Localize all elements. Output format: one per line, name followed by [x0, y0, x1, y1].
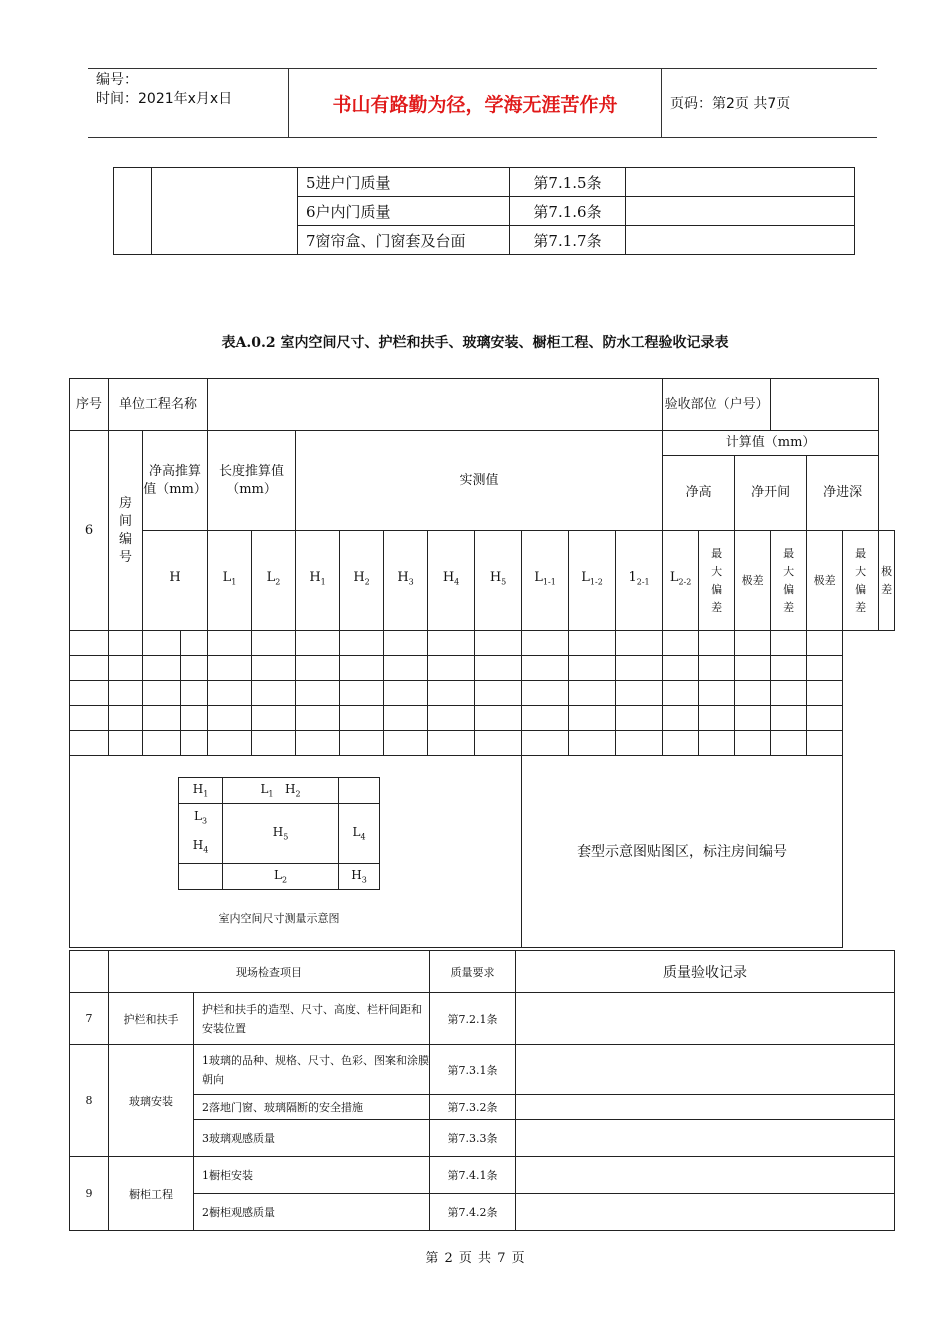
col-header: $L_{1-2}$	[569, 531, 616, 631]
measure-cell[interactable]	[771, 731, 807, 756]
measure-cell[interactable]	[208, 731, 252, 756]
unit-name-label: 单位工程名称	[109, 379, 208, 431]
check-item: 2橱柜观感质量	[194, 1194, 430, 1231]
clause-cell: 第7.3.1条	[430, 1045, 516, 1095]
measure-cell[interactable]	[699, 656, 735, 681]
measure-cell[interactable]	[735, 681, 771, 706]
measure-cell[interactable]	[296, 706, 340, 731]
item-header: 现场检查项目	[109, 951, 430, 993]
measure-cell[interactable]	[181, 681, 208, 706]
record-cell[interactable]	[516, 1157, 895, 1194]
measure-cell[interactable]	[663, 631, 699, 656]
measure-cell[interactable]	[569, 706, 616, 731]
measure-cell[interactable]	[616, 706, 663, 731]
record-cell	[626, 168, 855, 197]
measure-cell[interactable]	[428, 706, 475, 731]
diagram-label: $H_5$	[223, 804, 339, 864]
measure-cell[interactable]	[296, 656, 340, 681]
measure-cell[interactable]	[181, 631, 208, 656]
measure-cell[interactable]	[181, 656, 208, 681]
calc-label: 计算值（mm）	[663, 431, 879, 456]
record-cell[interactable]	[516, 1095, 895, 1120]
measured-label: 实测值	[296, 431, 663, 531]
time-label: 时间：2021年x月x日	[96, 91, 233, 107]
measure-cell[interactable]	[143, 656, 181, 681]
clause-cell: 第7.3.3条	[430, 1120, 516, 1157]
measure-cell[interactable]	[522, 706, 569, 731]
record-cell[interactable]	[516, 1045, 895, 1095]
measure-cell[interactable]	[252, 731, 296, 756]
measure-cell[interactable]	[807, 681, 843, 706]
col-header: $H_1$	[296, 531, 340, 631]
measure-cell[interactable]	[475, 656, 522, 681]
measure-cell[interactable]	[616, 656, 663, 681]
seq-header: 序号	[70, 379, 109, 431]
measure-cell[interactable]	[569, 656, 616, 681]
clause-cell: 第7.3.2条	[430, 1095, 516, 1120]
measure-cell[interactable]	[384, 656, 428, 681]
measure-cell[interactable]	[807, 631, 843, 656]
measure-cell[interactable]	[699, 706, 735, 731]
diagram-label: $H_3$	[339, 863, 380, 889]
measure-cell[interactable]	[569, 681, 616, 706]
measure-cell[interactable]	[109, 681, 143, 706]
item-cell: 6户内门质量	[298, 197, 510, 226]
max-dev-label: 最大偏差	[771, 531, 807, 631]
diagram-label: $L_1$ $H_2$	[223, 778, 339, 804]
table-row	[70, 731, 895, 756]
diagram-label: $L_3$ $H_4$	[179, 804, 223, 864]
clause-cell: 第7.1.7条	[510, 226, 626, 255]
measure-cell[interactable]	[296, 631, 340, 656]
height-est-label: 净高推算值（mm）	[143, 431, 208, 531]
measure-cell[interactable]	[735, 706, 771, 731]
measure-cell[interactable]	[296, 681, 340, 706]
page-footer: 第 2 页 共 7 页	[425, 1251, 525, 1266]
check-item: 3玻璃观感质量	[194, 1120, 430, 1157]
measure-cell[interactable]	[663, 656, 699, 681]
measure-cell[interactable]	[208, 681, 252, 706]
measure-cell[interactable]	[616, 631, 663, 656]
measure-cell[interactable]	[699, 681, 735, 706]
measure-cell[interactable]	[340, 631, 384, 656]
measure-cell[interactable]	[522, 731, 569, 756]
range-label: 极差	[807, 531, 843, 631]
check-item: 1橱柜安装	[194, 1157, 430, 1194]
item-cell: 5进户门质量	[298, 168, 510, 197]
measure-cell[interactable]	[771, 631, 807, 656]
measure-cell[interactable]	[340, 731, 384, 756]
measure-cell[interactable]	[616, 731, 663, 756]
measure-cell[interactable]	[663, 731, 699, 756]
measure-cell[interactable]	[663, 681, 699, 706]
measure-cell[interactable]	[522, 631, 569, 656]
diagram-caption: 室内空间尺寸测量示意图	[218, 912, 340, 925]
measure-cell[interactable]	[569, 731, 616, 756]
measure-cell[interactable]	[771, 681, 807, 706]
measure-cell[interactable]	[475, 731, 522, 756]
measure-cell[interactable]	[475, 706, 522, 731]
room-label: 房间编号	[109, 431, 143, 631]
measure-cell[interactable]	[384, 706, 428, 731]
measure-cell[interactable]	[569, 631, 616, 656]
measure-cell[interactable]	[208, 656, 252, 681]
section-name: 橱柜工程	[109, 1157, 194, 1231]
section-number: 8	[70, 1045, 109, 1157]
measure-cell[interactable]	[70, 631, 109, 656]
record-cell[interactable]	[516, 1194, 895, 1231]
measure-cell[interactable]	[807, 656, 843, 681]
measure-cell[interactable]	[109, 656, 143, 681]
measure-cell[interactable]	[522, 681, 569, 706]
measure-cell[interactable]	[663, 706, 699, 731]
paste-area: 套型示意图贴图区，标注房间编号	[522, 756, 843, 948]
col-header: $1_{2-1}$	[616, 531, 663, 631]
measure-cell[interactable]	[70, 656, 109, 681]
measure-cell[interactable]	[143, 706, 181, 731]
measure-cell[interactable]	[735, 656, 771, 681]
measure-cell[interactable]	[70, 706, 109, 731]
col-header: $L_1$	[208, 531, 252, 631]
diagram-label: $H_1$	[179, 778, 223, 804]
table-caption: 表A.0.2 室内空间尺寸、护栏和扶手、玻璃安装、橱柜工程、防水工程验收记录表	[221, 335, 729, 351]
table-row	[70, 681, 895, 706]
measure-cell[interactable]	[208, 631, 252, 656]
measure-cell[interactable]	[771, 656, 807, 681]
measure-cell[interactable]	[296, 731, 340, 756]
measure-cell[interactable]	[70, 731, 109, 756]
section-name: 玻璃安装	[109, 1045, 194, 1157]
max-dev-label: 最大偏差	[699, 531, 735, 631]
header-motto: 书山有路勤为径，学海无涯苦作舟	[289, 69, 662, 137]
row-number: 6	[70, 431, 109, 631]
room-diagram	[178, 777, 380, 890]
measure-cell[interactable]	[428, 631, 475, 656]
measure-cell[interactable]	[109, 631, 143, 656]
table-row	[70, 656, 895, 681]
part-label: 验收部位（户号）	[663, 379, 771, 431]
measure-cell[interactable]	[807, 731, 843, 756]
net-width-label: 净开间	[735, 456, 807, 531]
net-depth-label: 净进深	[807, 456, 879, 531]
col-header: $L_2$	[252, 531, 296, 631]
measure-cell[interactable]	[428, 731, 475, 756]
measure-cell[interactable]	[252, 681, 296, 706]
measure-cell[interactable]	[208, 706, 252, 731]
measure-cell[interactable]	[807, 706, 843, 731]
measure-cell[interactable]	[475, 631, 522, 656]
measure-cell[interactable]	[735, 631, 771, 656]
table-row	[70, 631, 895, 656]
net-height-label: 净高	[663, 456, 735, 531]
check-item: 1玻璃的品种、规格、尺寸、色彩、图案和涂膜朝向	[194, 1045, 430, 1095]
measure-cell[interactable]	[340, 681, 384, 706]
part-value[interactable]	[771, 379, 879, 431]
measure-cell[interactable]	[428, 656, 475, 681]
range-label: 极差	[735, 531, 771, 631]
measure-cell[interactable]	[252, 656, 296, 681]
measure-cell[interactable]	[181, 706, 208, 731]
clause-cell: 第7.4.1条	[430, 1157, 516, 1194]
measure-cell[interactable]	[143, 681, 181, 706]
measure-cell[interactable]	[340, 656, 384, 681]
range-label: 极差	[879, 531, 895, 631]
table-row	[70, 706, 895, 731]
check-item: 护栏和扶手的造型、尺寸、高度、栏杆间距和安装位置	[194, 993, 430, 1045]
col-header: $H_3$	[384, 531, 428, 631]
col-header: $H_2$	[340, 531, 384, 631]
measure-cell[interactable]	[109, 706, 143, 731]
code-label: 编号：	[96, 72, 138, 88]
continued-table	[113, 167, 855, 255]
header-meta	[88, 69, 289, 137]
clause-cell: 第7.2.1条	[430, 993, 516, 1045]
measure-cell[interactable]	[616, 681, 663, 706]
clause-cell: 第7.1.6条	[510, 197, 626, 226]
col-header: $L_{1-1}$	[522, 531, 569, 631]
col-header: $H_4$	[428, 531, 475, 631]
record-cell[interactable]	[516, 993, 895, 1045]
measure-cell[interactable]	[252, 631, 296, 656]
clause-cell: 第7.1.5条	[510, 168, 626, 197]
measure-cell[interactable]	[699, 731, 735, 756]
item-cell: 7窗帘盒、门窗套及台面	[298, 226, 510, 255]
max-dev-label: 最大偏差	[843, 531, 879, 631]
diagram-label: $L_2$	[223, 863, 339, 889]
col-header: H	[143, 531, 208, 631]
measure-cell[interactable]	[735, 731, 771, 756]
record-header: 质量验收记录	[516, 951, 895, 993]
check-item: 2落地门窗、玻璃隔断的安全措施	[194, 1095, 430, 1120]
clause-cell: 第7.4.2条	[430, 1194, 516, 1231]
measure-cell[interactable]	[109, 731, 143, 756]
measure-cell[interactable]	[384, 731, 428, 756]
measure-cell[interactable]	[143, 631, 181, 656]
measure-cell[interactable]	[384, 631, 428, 656]
record-cell	[626, 226, 855, 255]
measure-cell[interactable]	[522, 656, 569, 681]
record-cell[interactable]	[516, 1120, 895, 1157]
length-est-label: 长度推算值（mm）	[208, 431, 296, 531]
measure-cell[interactable]	[428, 681, 475, 706]
diagram-label: $L_4$	[339, 804, 380, 864]
col-header: $H_5$	[475, 531, 522, 631]
record-cell	[626, 197, 855, 226]
page-header	[88, 68, 877, 138]
measure-cell[interactable]	[143, 731, 181, 756]
measure-cell[interactable]	[181, 731, 208, 756]
measure-cell[interactable]	[384, 681, 428, 706]
col-header: $L_{2-2}$	[663, 531, 699, 631]
measure-cell[interactable]	[252, 706, 296, 731]
table-row	[114, 168, 855, 197]
measure-cell[interactable]	[340, 706, 384, 731]
measure-cell[interactable]	[699, 631, 735, 656]
section-name: 护栏和扶手	[109, 993, 194, 1045]
measure-cell[interactable]	[475, 681, 522, 706]
measure-cell[interactable]	[70, 681, 109, 706]
unit-name-value[interactable]	[208, 379, 663, 431]
section-number: 7	[70, 993, 109, 1045]
section-number: 9	[70, 1157, 109, 1231]
header-page: 页码：第2页 共7页	[670, 96, 791, 112]
measure-cell[interactable]	[771, 706, 807, 731]
inspection-table	[69, 950, 895, 1231]
req-header: 质量要求	[430, 951, 516, 993]
